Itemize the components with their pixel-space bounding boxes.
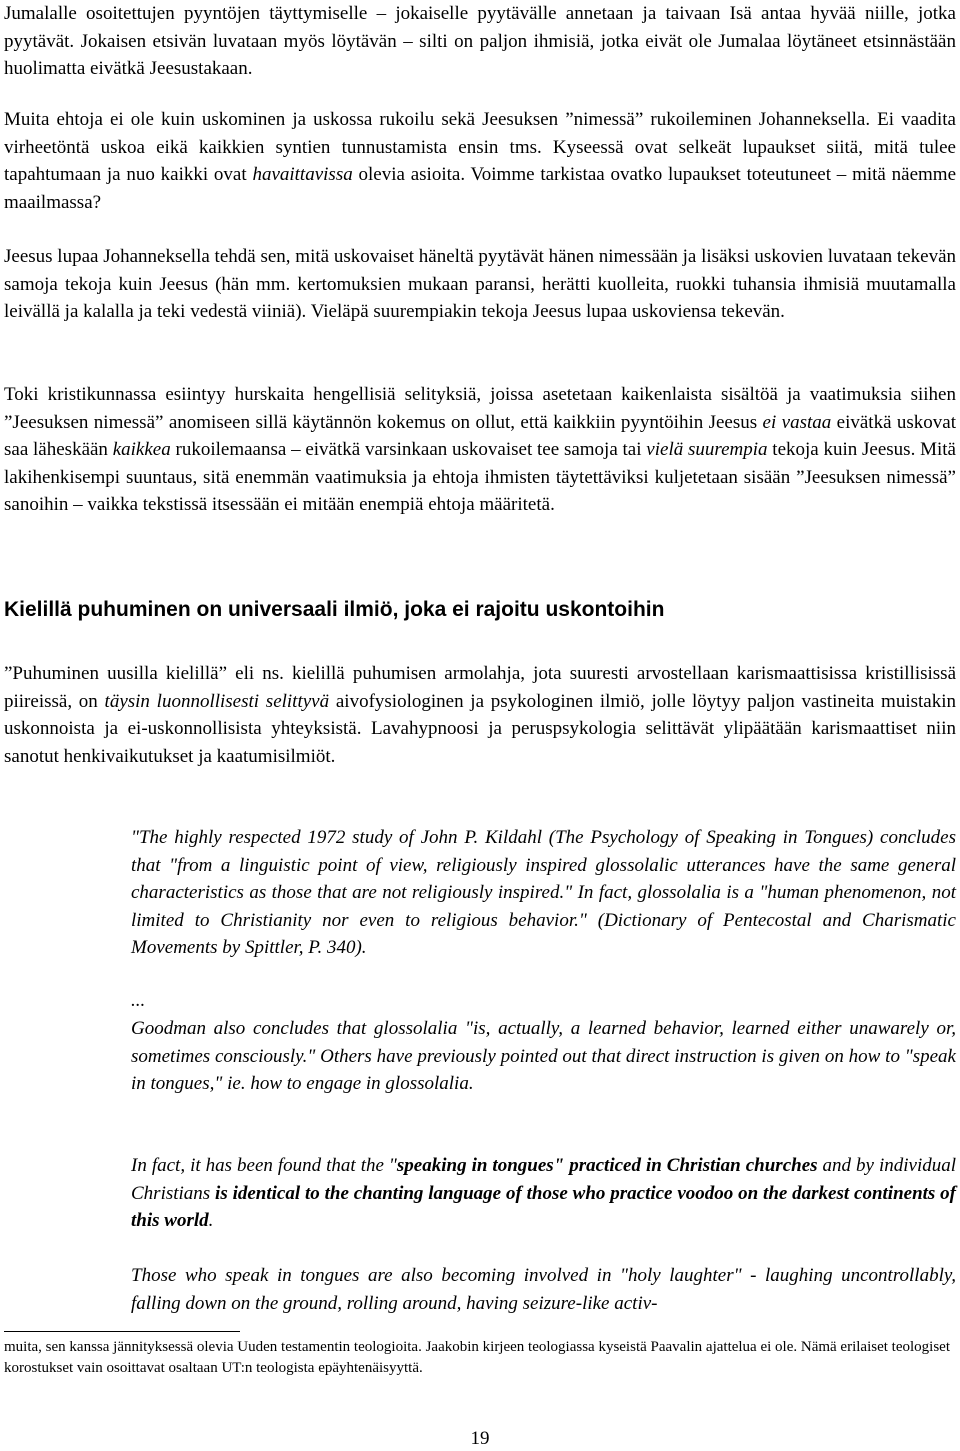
section-paragraph <box>4 660 956 770</box>
bold-text: speaking in tongues" practiced in Christian churches <box>396 1155 818 1176</box>
text-run: aivofysiologinen ja psykologinen ilmiö, jolle löytyy paljon vastineita muistakin uskonnoista ja ei-uskonnollisista yhteyksistä. Lavahypnoosi ja peruspsykologia selittävät ylipäätään karismaattiset niin sanotut henkivaikutukset ja kaatumisilmiöt. <box>4 690 957 767</box>
emphasized-text: vielä suurempia <box>646 439 768 460</box>
footnote-divider <box>4 1331 240 1332</box>
text-run: eivätkä uskovat saa läheskään <box>4 411 957 460</box>
emphasized-text: ei vastaa <box>762 411 832 433</box>
text-run: Muita ehtoja ei ole kuin uskominen ja uskossa rukoilu sekä Jeesuksen ”nimessä” rukoileminen Johanneksella. Ei vaadita virheetöntä uskoa eikä kaikkien syntien tunnustamista ensin tms. Kyseessä ovat selkeät lupaukset siitä, mitä tulee tapahtumaan ja nuo kaikki ovat <box>4 109 956 185</box>
quote-paragraph <box>131 1152 956 1235</box>
text-run: ”Puhuminen uusilla kielillä” eli ns. kielillä puhumisen armolahja, jota suuresti arvostellaan karismaattisissa kristillisissä piireissä, on <box>4 663 956 712</box>
text-run: Goodman also concludes that glossolalia "is, actually, a learned behavior, learned either unawarely or, sometimes consciously." Others have previously pointed out that direct instruction is given on how to "speak in tongues," ie. how to engage in glossolalia. <box>131 1018 956 1094</box>
text-run: Toki kristikunnassa esiintyy hurskaita hengellisiä selityksiä, joissa asetetaan kaikenlaista sisältöä ja vaatimuksia siihen ”Jeesuksen nimessä” anomiseen sillä käytännön kokemus on ollut, että kaikkiin pyyntöihin Jeesus <box>4 384 956 433</box>
text-run: olevia asioita. Voimme tarkistaa ovatko lupaukset toteutuneet – mitä näemme maailmassa? <box>4 164 957 213</box>
page-number: 19 <box>470 1428 490 1449</box>
body-paragraph <box>4 106 956 216</box>
text-run: . <box>208 1210 214 1231</box>
body-paragraph <box>4 0 956 83</box>
text-run: Jeesus lupaa Johanneksella tehdä sen, mitä uskovaiset häneltä pyytävät hänen nimessään ja lisäksi uskovien luvataan tekevän samoja tekoja kuin Jeesus (hän mm. kertomuksien mukaan paransi, herätti kuolleita, ruokki tuhansia ihmisiä muutamalla leivällä ja kalalla ja teki vedestä viiniä). Vieläpä suurempiakin tekoja Jeesus lupaa uskoviensa tekevän. <box>4 246 956 322</box>
body-paragraph <box>4 381 956 519</box>
text-run: Jumalalle osoitettujen pyyntöjen täyttymiselle – jokaiselle pyytävälle annetaan ja taivaan Isä antaa hyvää niille, jotka pyytävät. Jokaisen etsivän luvataan myös löytävän – silti on paljon ihmisiä, jotka eivät ole Jumalaa löytäneet etsinnästään huolimatta eivätkä Jeesustakaan. <box>4 3 956 79</box>
text-run: tekoja kuin Jeesus. Mitä lakihenkisempi suuntaus, sitä enemmän vaatimuksia ja ehtoja ihmisten täytettäviksi kuljetetaan sisään ”Jeesuksen nimessä” sanoihin – vaikka tekstissä itsessään ei mitään enempiä ehtoja määritetä. <box>4 439 956 515</box>
section-heading: Kielillä puhuminen on universaali ilmiö, joka ei rajoitu uskontoihin <box>4 598 665 621</box>
quote-paragraph <box>131 1262 956 1317</box>
text-run: In fact, it has been found that the " <box>131 1155 397 1176</box>
body-paragraph <box>4 243 956 326</box>
quote-paragraph <box>131 824 956 962</box>
text-run: ... <box>131 990 146 1011</box>
emphasized-text: täysin luonnollisesti selittyvä <box>104 690 330 712</box>
footnote-text: muita, sen kanssa jännityksessä olevia Uuden testamentin teologioita. Jaakobin kirjeen teologiassa kyseistä Paavalin ajattelua ei ole. Nämä erilaiset teologiset korostukset vain osoittavat osaltaan UT:n teologista epäyhtenäisyyttä. <box>4 1339 950 1376</box>
text-run: rukoilemaansa – eivätkä varsinkaan uskovaiset tee samoja tai <box>170 439 647 460</box>
text-run: "The highly respected 1972 study of John P. Kildahl (The Psychology of Speaking in Tongues) concludes that "from a linguistic point of view, religiously inspired glossolalic utterances have the same general characteristics as those that are not religiously inspired." In fact, glossolalia is a "human phenomenon, not limited to Christianity nor even to religious behavior." (Dictionary of Pentecostal and Charismatic Movements by Spittler, P. 340). <box>131 827 956 958</box>
quote-ellipsis <box>131 987 956 1015</box>
text-run: Those who speak in tongues are also becoming involved in "holy laughter" - laughing uncontrollably, falling down on the ground, rolling around, having seizure-like activ- <box>131 1265 956 1314</box>
bold-text: is identical to the chanting language of those who practice voodoo on the darkest continents of this world <box>131 1182 956 1231</box>
quote-paragraph <box>131 1015 956 1098</box>
emphasized-text: kaikkea <box>112 439 171 460</box>
emphasized-text: havaittavissa <box>252 164 353 185</box>
text-run: and by individual Christians <box>131 1155 957 1204</box>
